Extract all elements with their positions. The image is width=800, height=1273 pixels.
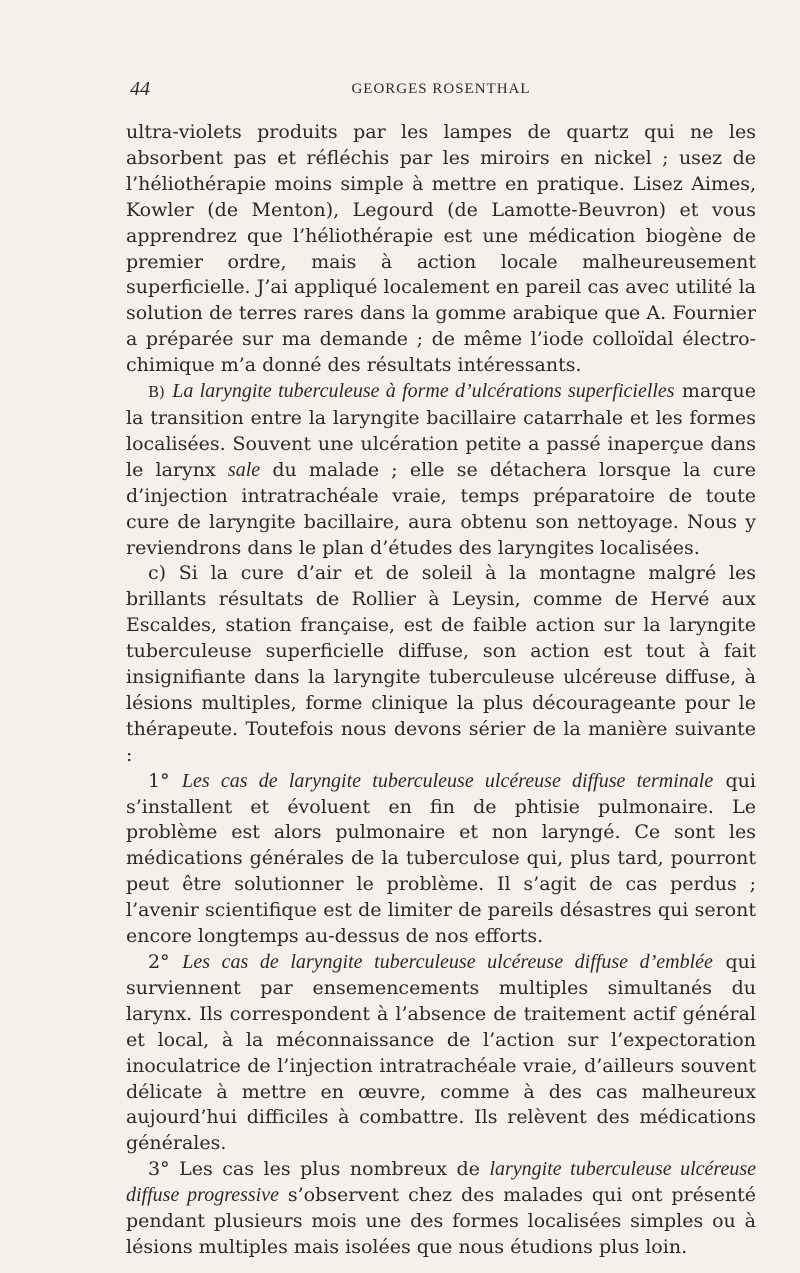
page-number: 44 <box>130 78 150 100</box>
list-label: 2° <box>148 951 170 973</box>
list-label: 1° <box>148 769 170 792</box>
paragraph-1: ultra-violets produits par les lampes de quartz qui ne les absorbent pas et réfléchis par les miroirs en nickel ; usez de l’héliothérapie moins simple à mettre en pratique. Lisez Aimes, Kowler (de Menton), Legourd (de Lamotte-Beuvron) et vous apprendrez que l’héliothérapie est une médication biogène de premier ordre, mais à action locale malheureusement superficielle. J’ai appliqué localement en pareil cas avec utilité la solution de terres rares dans la gomme arabique que A. Fournier a préparée sur ma demande ; de même l’iode colloïdal électro-chimique m’a donné des résultats intéressants. <box>126 121 756 377</box>
section-heading: La laryngite tuberculeuse à forme d’ulcérations superficielles <box>172 380 675 403</box>
list-label: 3° <box>148 1158 170 1181</box>
paragraph-3deg: 3° Les cas les plus nombreux de laryngite tuberculeuse ulcéreuse diffuse progressive s’observent chez des malades qui ont présenté pendant plusieurs mois une des formes localisées simples ou à lésions multiples mais isolées que nous étudions plus loin. <box>126 1158 756 1258</box>
paragraph-1deg: 1° Les cas de laryngite tuberculeuse ulcéreuse diffuse terminale qui s’installent et évoluent en fin de phtisie pulmonaire. Le problème est alors pulmonaire et non laryngé. Ce sont les médications générales de la tuberculose qui, plus tard, pourront peut être solutionner le problème. Il s’agit de cas perdus ; l’avenir scientifique est de limiter de pareils désastres qui seront encore longtemps au-dessus de nos efforts. <box>126 769 756 948</box>
running-title: GEORGES ROSENTHAL <box>351 81 531 97</box>
paragraph-b: B) La laryngite tuberculeuse à forme d’ulcérations superficielles marque la transition entre la laryngite bacillaire catarrhale et les formes localisées. Souvent une ulcération petite a passé inaperçue dans le larynx sale du malade ; elle se détachera lorsque la cure d’injection intratrachéale vraie, temps préparatoire de toute cure de laryngite bacillaire, aura obtenu son nettoyage. Nous y reviendrons dans le plan d’études des laryngites localisées. <box>126 380 756 559</box>
page-body <box>126 120 756 1261</box>
paragraph-2deg: 2° Les cas de laryngite tuberculeuse ulcéreuse diffuse d’emblée qui surviennent par ensemencements multiples simultanés du larynx. Ils correspondent à l’absence de traitement actif général et local, à la méconnaissance de l’action sur l’expectoration inoculatrice de l’injection intratrachéale vraie, d’ailleurs souvent délicate à mettre en œuvre, comme à des cas malheureux aujourd’hui difficiles à combattre. Ils relèvent des médications générales. <box>126 951 756 1155</box>
paragraph-c: c) Si la cure d’air et de soleil à la montagne malgré les brillants résultats de Rollier à Leysin, comme de Hervé aux Escaldes, station française, est de faible action sur la laryngite tuberculeuse superficielle diffuse, son action est tout à fait insignifiante dans la laryngite tuberculeuse ulcéreuse diffuse, à lésions multiples, forme clinique la plus décourageante pour le thérapeute. Toutefois nous devons sérier de la manière suivante : <box>126 562 756 766</box>
page-header <box>126 78 756 102</box>
section-label: B) <box>148 383 165 402</box>
